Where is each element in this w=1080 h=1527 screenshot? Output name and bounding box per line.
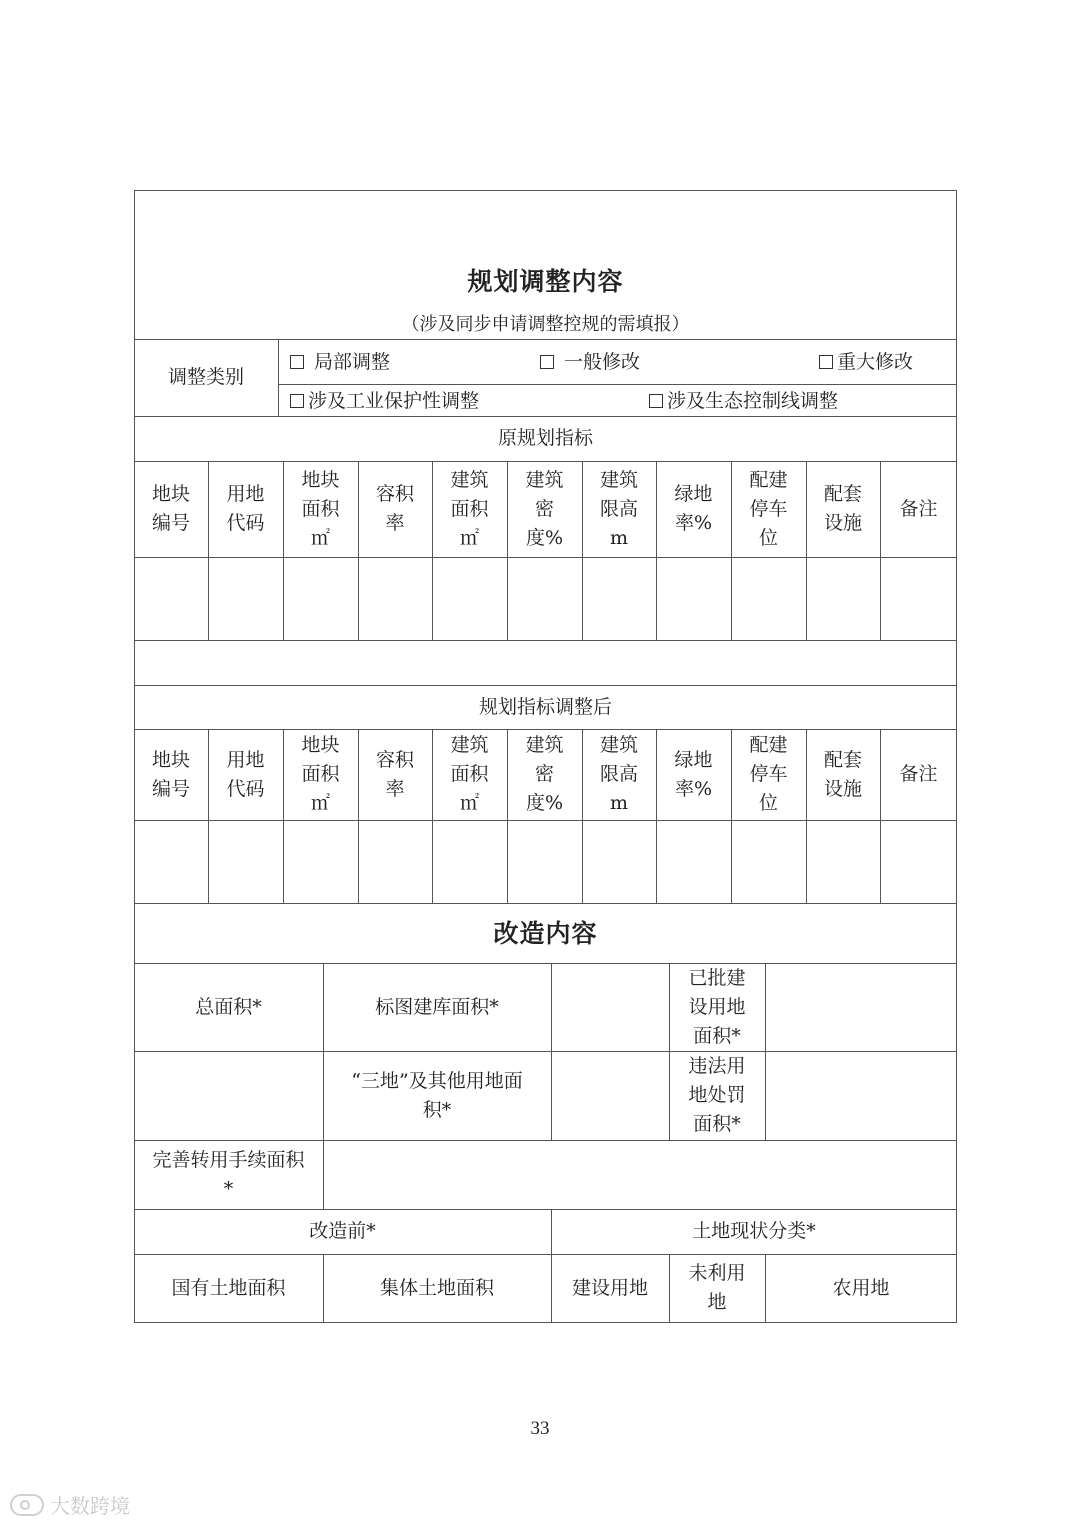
watermark-logo-icon [10, 1494, 44, 1516]
option-local-adjust[interactable]: 局部调整 [290, 350, 390, 374]
col-building-density: 建筑 密 度% [525, 734, 564, 814]
checkbox-icon[interactable] [290, 355, 304, 369]
land-status-class-label: 土地现状分类* [692, 1220, 816, 1242]
option-industrial-protection[interactable]: 涉及工业保护性调整 [290, 389, 479, 413]
col-land-code: 用地 代码 [226, 748, 265, 800]
renovation-title: 改造内容 [493, 918, 598, 948]
col-remarks: 备注 [899, 497, 938, 520]
col-plot-number: 地块 编号 [151, 748, 190, 800]
page-number: 33 [530, 1418, 550, 1439]
mapped-area-label: 标图建库面积* [375, 995, 499, 1018]
col-plot-area: 地块 面积 ㎡ [301, 468, 340, 549]
col-facilities: 配套 设施 [823, 748, 862, 800]
construction-land-label: 建设用地 [571, 1276, 648, 1299]
col-land-code: 用地 代码 [226, 483, 265, 534]
before-renovation-label: 改造前* [309, 1220, 376, 1242]
original-indicators-header: 原规划指标 [497, 427, 593, 449]
adjust-category-label: 调整类别 [167, 366, 244, 388]
col-building-density: 建筑 密 度% [525, 468, 564, 549]
checkbox-icon[interactable] [290, 394, 304, 408]
transfer-area-label: 完善转用手续面积 * [152, 1148, 305, 1200]
adjusted-indicators-header: 规划指标调整后 [478, 695, 612, 718]
col-floor-area: 建筑 面积 ㎡ [450, 734, 489, 814]
farm-land-label: 农用地 [832, 1276, 890, 1299]
col-green-ratio: 绿地 率% [674, 748, 713, 800]
total-area-label: 总面积* [195, 995, 262, 1018]
approved-land-label: 已批建 设用地 面积* [688, 966, 746, 1047]
col-parking: 配建 停车 位 [749, 468, 788, 549]
col-remarks: 备注 [899, 763, 938, 785]
option-ecological-control[interactable]: 涉及生态控制线调整 [649, 389, 838, 413]
option-major-modify[interactable]: 重大修改 [819, 350, 913, 374]
checkbox-icon[interactable] [649, 394, 663, 408]
col-green-ratio: 绿地 率% [674, 483, 713, 534]
col-plot-ratio: 容积 率 [375, 748, 414, 800]
col-plot-ratio: 容积 率 [375, 483, 414, 534]
col-plot-area: 地块 面积 ㎡ [301, 734, 340, 814]
illegal-land-label: 违法用 地处罚 面积* [688, 1055, 746, 1135]
col-plot-number: 地块 编号 [151, 483, 190, 534]
checkbox-icon[interactable] [540, 355, 554, 369]
col-floor-area: 建筑 面积 ㎡ [450, 468, 489, 549]
col-height-limit: 建筑 限高 m [599, 734, 638, 814]
watermark-text: 大数跨境 [50, 1494, 130, 1518]
option-general-modify[interactable]: 一般修改 [540, 350, 640, 374]
col-facilities: 配套 设施 [823, 483, 862, 534]
col-parking: 配建 停车 位 [749, 734, 788, 814]
watermark [10, 1490, 130, 1519]
planning-subtitle: （涉及同步申请调整控规的需填报） [401, 313, 690, 335]
col-height-limit: 建筑 限高 m [599, 468, 638, 549]
state-land-area-label: 国有土地面积 [171, 1276, 286, 1299]
planning-title: 规划调整内容 [467, 266, 624, 296]
three-land-label: “三地”及其他用地面 积* [351, 1069, 523, 1121]
checkbox-icon[interactable] [819, 355, 833, 369]
unused-land-label: 未利用 地 [688, 1262, 746, 1313]
collective-land-area-label: 集体土地面积 [379, 1276, 494, 1299]
